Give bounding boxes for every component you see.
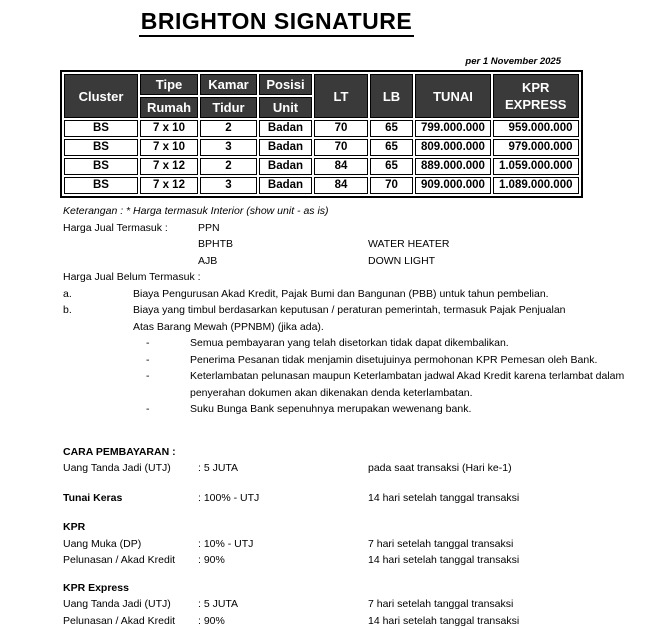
keterangan-note: Keterangan : * Harga termasuk Interior (show unit - as is): [63, 203, 648, 220]
cell-tunai: 909.000.000: [415, 177, 491, 194]
list-marker: a.: [63, 286, 133, 303]
excluded-item-text: Biaya Pengurusan Akad Kredit, Pajak Bumi dan Bangunan (PBB) untuk tahun pembelian.: [133, 286, 573, 303]
cell-tunai: 889.000.000: [415, 158, 491, 175]
payment-value: : 90%: [198, 613, 368, 629]
col-header-cluster: Cluster: [64, 74, 138, 118]
excluded-note-text: Penerima Pesanan tidak menjamin disetujuinya permohonan KPR Pemesan oleh Bank.: [190, 352, 640, 369]
col-header-lt: LT: [314, 74, 368, 118]
cell-tunai: 799.000.000: [415, 120, 491, 137]
page-title: BRIGHTON SIGNATURE: [139, 8, 414, 37]
excluded-note: [146, 401, 648, 418]
excluded-item-text: Biaya yang timbul berdasarkan keputusan / peraturan pemerintah, termasuk Pajak Penjualan Atas Barang Mewah (PPNBM) (jika ada).: [133, 302, 573, 335]
payment-timing: 7 hari setelah tanggal transaksi: [368, 536, 648, 553]
included-extra: DOWN LIGHT: [368, 253, 648, 270]
cell-kamar: 2: [200, 120, 257, 137]
price-table: [60, 70, 583, 198]
payment-timing: 7 hari setelah tanggal transaksi: [368, 596, 648, 613]
excluded-note-text: Semua pembayaran yang telah disetorkan tidak dapat dikembalikan.: [190, 335, 640, 352]
cell-tunai: 809.000.000: [415, 139, 491, 156]
col-header-lb: LB: [370, 74, 413, 118]
cell-lt: 70: [314, 120, 368, 137]
kpr-express-row: [63, 596, 648, 613]
dash-marker: -: [146, 352, 190, 369]
col-header-tipe: Tipe: [140, 74, 198, 95]
kpr-express-row: [63, 613, 648, 629]
included-label: Harga Jual Termasuk :: [63, 220, 198, 237]
kpr-express-heading-row: [63, 580, 648, 597]
table-row: [64, 158, 579, 175]
table-row: [64, 139, 579, 156]
cell-kpr: 1.059.000.000: [493, 158, 579, 175]
title-wrap: [0, 8, 553, 37]
cell-kamar: 3: [200, 177, 257, 194]
cell-kamar: 3: [200, 139, 257, 156]
included-row: [63, 253, 648, 270]
col-header-posisi: Posisi: [259, 74, 312, 95]
payment-timing: pada saat transaksi (Hari ke-1): [368, 460, 648, 477]
included-row: [63, 236, 648, 253]
cell-posisi: Badan: [259, 139, 312, 156]
payment-row-tunai-keras: [63, 490, 648, 507]
payment-heading-row: [63, 444, 648, 461]
col-header-kamar: Kamar: [200, 74, 257, 95]
cell-lt: 84: [314, 158, 368, 175]
col-header-rumah: Rumah: [140, 97, 198, 118]
col-header-kpr-express: KPR EXPRESS: [493, 74, 579, 118]
excluded-note-text: Keterlambatan pelunasan maupun Keterlambatan jadwal Akad Kredit karena terlambat dalam penyerahan dokumen akan dikenakan denda keterlambatan.: [190, 368, 640, 401]
payment-label: Pelunasan / Akad Kredit: [63, 552, 198, 569]
included-extra: [368, 220, 648, 237]
payment-timing: 14 hari setelah tanggal transaksi: [368, 613, 648, 629]
payment-row-utj: [63, 460, 648, 477]
cell-kpr: 959.000.000: [493, 120, 579, 137]
payment-label: Tunai Keras: [63, 490, 198, 507]
excluded-note-text: Suku Bunga Bank sepenuhnya merupakan wewenang bank.: [190, 401, 640, 418]
included-item: AJB: [198, 253, 368, 270]
payment-value: : 5 JUTA: [198, 460, 368, 477]
payment-value: : 10% - UTJ: [198, 536, 368, 553]
col-header-unit: Unit: [259, 97, 312, 118]
col-header-tunai: TUNAI: [415, 74, 491, 118]
kpr-express-heading: KPR Express: [63, 580, 129, 597]
excluded-note: [146, 335, 648, 352]
kpr-row: [63, 536, 648, 553]
list-marker: b.: [63, 302, 133, 335]
payment-value: : 5 JUTA: [198, 596, 368, 613]
payment-label: Uang Tanda Jadi (UTJ): [63, 460, 198, 477]
cell-tipe: 7 x 10: [140, 139, 198, 156]
payment-label: Pelunasan / Akad Kredit: [63, 613, 198, 629]
cell-posisi: Badan: [259, 158, 312, 175]
table-row: [64, 120, 579, 137]
kpr-heading-row: [63, 519, 648, 536]
cell-kamar: 2: [200, 158, 257, 175]
date-note: per 1 November 2025: [465, 54, 561, 71]
dash-marker: -: [146, 368, 190, 401]
price-table-header: [64, 74, 579, 118]
cell-kpr: 979.000.000: [493, 139, 579, 156]
cell-cluster: BS: [64, 139, 138, 156]
cell-kpr: 1.089.000.000: [493, 177, 579, 194]
dash-marker: -: [146, 335, 190, 352]
payment-value: : 100% - UTJ: [198, 490, 368, 507]
cell-lb: 65: [370, 158, 413, 175]
dash-marker: -: [146, 401, 190, 418]
excluded-note: [146, 352, 648, 369]
payment-timing: 14 hari setelah tanggal transaksi: [368, 490, 648, 507]
kpr-heading: KPR: [63, 519, 85, 536]
cell-lb: 65: [370, 139, 413, 156]
table-row: [64, 177, 579, 194]
included-item: PPN: [198, 220, 368, 237]
payment-heading: CARA PEMBAYARAN :: [63, 444, 176, 461]
col-header-tidur: Tidur: [200, 97, 257, 118]
cell-tipe: 7 x 12: [140, 177, 198, 194]
cell-posisi: Badan: [259, 120, 312, 137]
cell-cluster: BS: [64, 120, 138, 137]
excluded-section-label: [63, 269, 648, 286]
included-extra: WATER HEATER: [368, 236, 648, 253]
payment-timing: 14 hari setelah tanggal transaksi: [368, 552, 648, 569]
cell-lb: 70: [370, 177, 413, 194]
included-row: [63, 220, 648, 237]
cell-lb: 65: [370, 120, 413, 137]
excluded-item: [63, 286, 648, 303]
excluded-label: Harga Jual Belum Termasuk :: [63, 269, 201, 286]
cell-tipe: 7 x 10: [140, 120, 198, 137]
cell-posisi: Badan: [259, 177, 312, 194]
payment-label: Uang Tanda Jadi (UTJ): [63, 596, 198, 613]
excluded-item: [63, 302, 648, 335]
payment-label: Uang Muka (DP): [63, 536, 198, 553]
excluded-note: [146, 368, 648, 401]
payment-value: : 90%: [198, 552, 368, 569]
cell-cluster: BS: [64, 177, 138, 194]
cell-tipe: 7 x 12: [140, 158, 198, 175]
included-item: BPHTB: [198, 236, 368, 253]
cell-cluster: BS: [64, 158, 138, 175]
kpr-row: [63, 552, 648, 569]
cell-lt: 70: [314, 139, 368, 156]
cell-lt: 84: [314, 177, 368, 194]
